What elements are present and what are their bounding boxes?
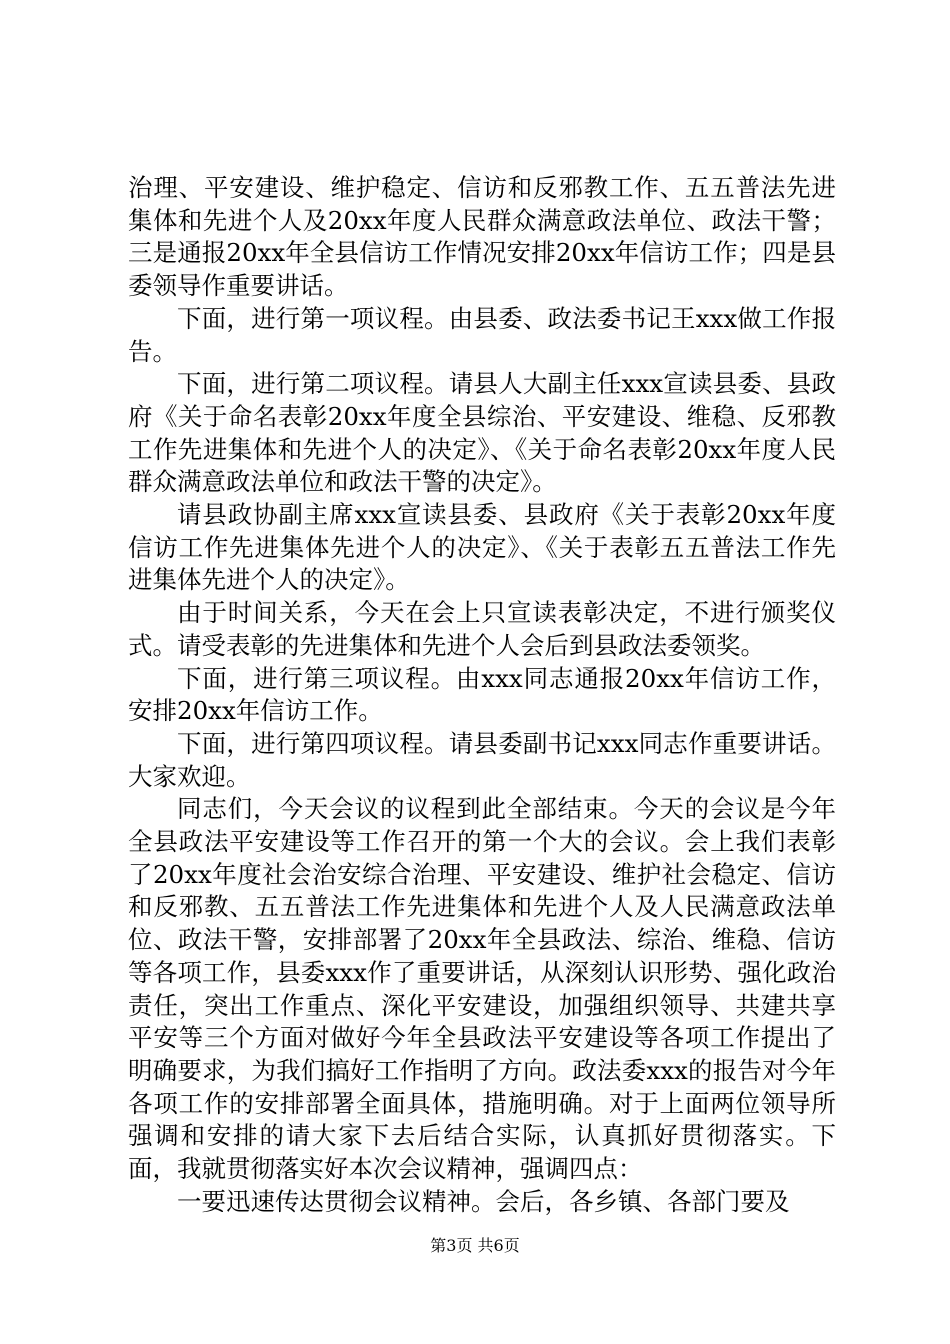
paragraph-8: 同志们，今天会议的议程到此全部结束。今天的会议是今年全县政法平安建设等工作召开的第一个大的会议。会上我们表彰了20xx年度社会治安综合治理、平安建设、维护社会稳定、信访和反邪教、五五普法工作先进集体和先进个人及人民满意政法单位、政法干警，安排部署了20xx年全县政法、综治、维稳、信访等各项工作，县委xxx作了重要讲话，从深刻认识形势、强化政治责任，突出工作重点、深化平安建设，加强组织领导、共建共享平安等三个方面对做好今年全县政法平安建设等各项工作提出了明确要求，为我们搞好工作指明了方向。政法委xxx的报告对今年各项工作的安排部署全面具体，措施明确。对于上面两位领导所强调和安排的请大家下去后结合实际，认真抓好贯彻落实。下面，我就贯彻落实好本次会议精神，强调四点：: [128, 794, 836, 1184]
page-footer: 第3页 共6页: [430, 1236, 520, 1255]
paragraph-7: 下面，进行第四项议程。请县委副书记xxx同志作重要讲话。大家欢迎。: [128, 728, 836, 791]
paragraph-1: 治理、平安建设、维护稳定、信访和反邪教工作、五五普法先进集体和先进个人及20xx年度人民群众满意政法单位、政法干警；三是通报20xx年全县信访工作情况安排20xx年信访工作；四是县委领导作重要讲话。: [128, 173, 836, 301]
paragraph-4: 请县政协副主席xxx宣读县委、县政府《关于表彰20xx年度信访工作先进集体先进个人的决定》、《关于表彰五五普法工作先进集体先进个人的决定》。: [128, 500, 836, 595]
paragraph-6: 下面，进行第三项议程。由xxx同志通报20xx年信访工作，安排20xx年信访工作。: [128, 663, 836, 726]
document-body: [128, 172, 836, 1219]
paragraph-2: 下面，进行第一项议程。由县委、政法委书记王xxx做工作报告。: [128, 303, 836, 366]
paragraph-9: 一要迅速传达贯彻会议精神。会后，各乡镇、各部门要及: [177, 1186, 790, 1216]
paragraph-3: 下面，进行第二项议程。请县人大副主任xxx宣读县委、县政府《关于命名表彰20xx年度全县综治、平安建设、维稳、反邪教工作先进集体和先进个人的决定》、《关于命名表彰20xx年度人民群众满意政法单位和政法干警的决定》。: [128, 369, 836, 497]
paragraph-5: 由于时间关系，今天在会上只宣读表彰决定，不进行颁奖仪式。请受表彰的先进集体和先进个人会后到县政法委领奖。: [128, 598, 836, 660]
